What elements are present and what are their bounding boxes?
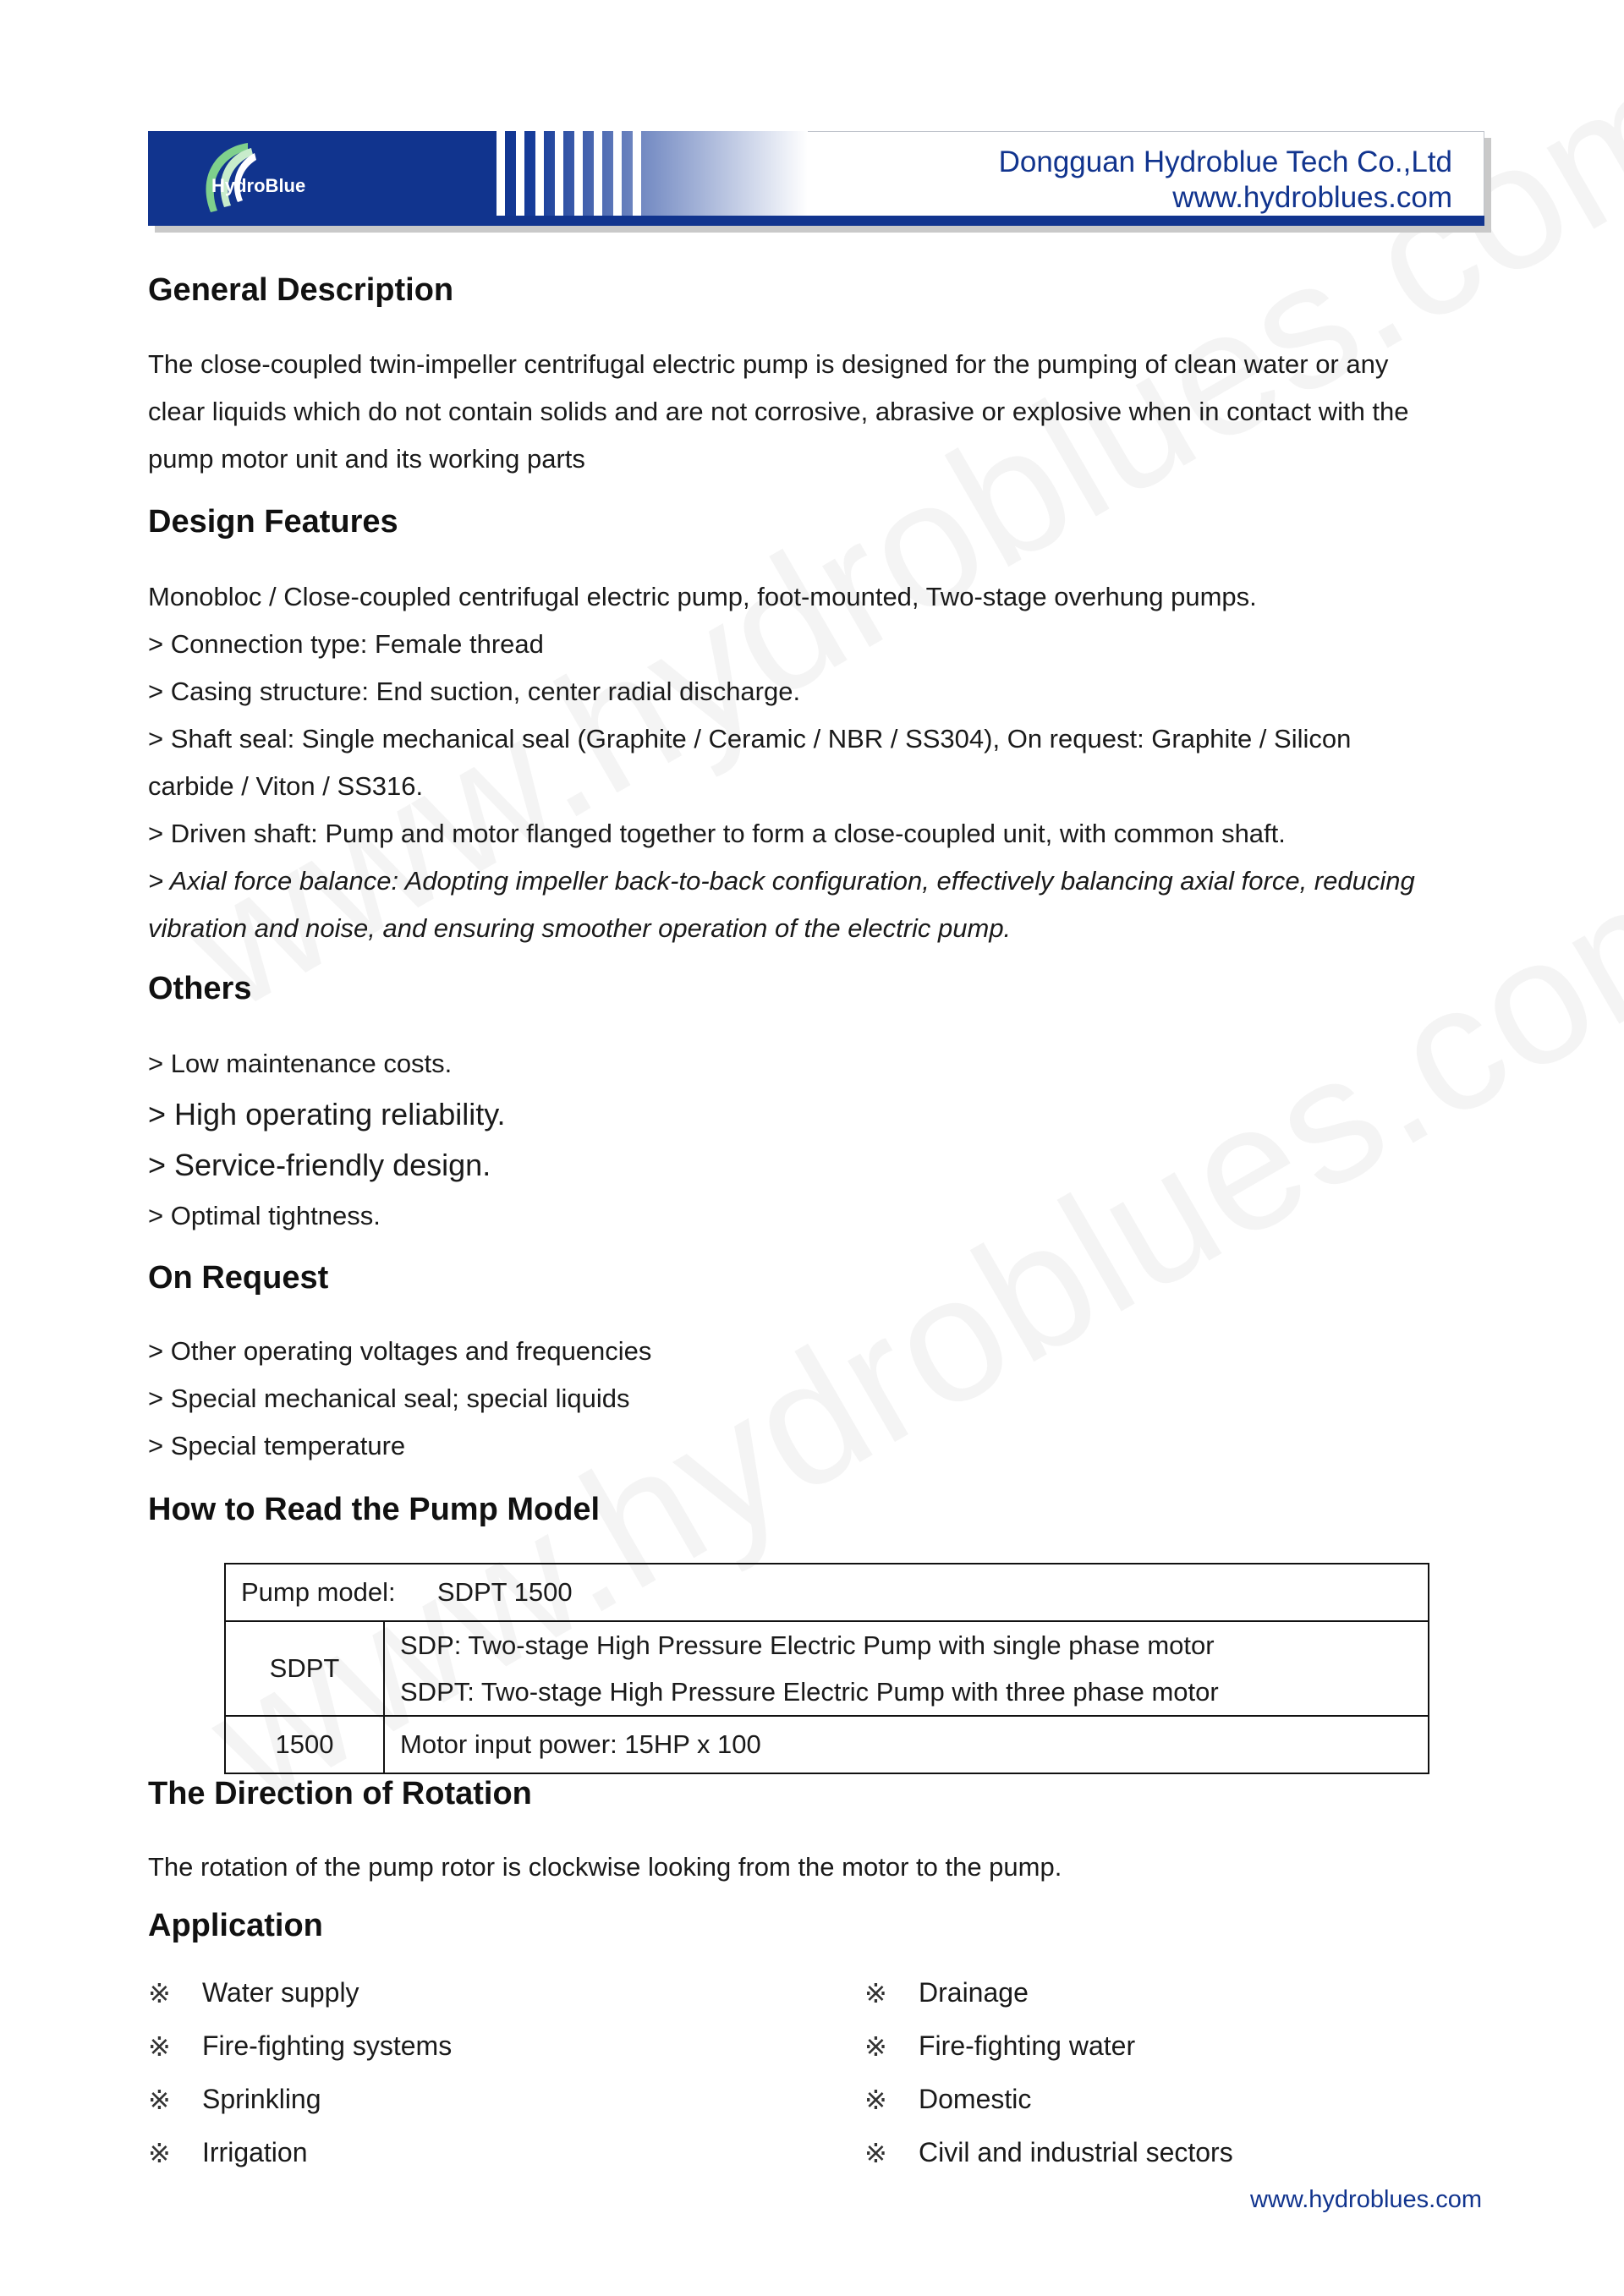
table-row [225, 1564, 1429, 1621]
list-item: ※ Fire-fighting systems [148, 2030, 453, 2062]
application-list-left [148, 1977, 452, 2190]
model-desc-cell: Motor input power: 15HP x 100 [384, 1716, 1429, 1773]
design-features-title: Design Features [148, 504, 398, 540]
model-desc-cell: SDP: Two-stage High Pressure Electric Pump with single phase motor SDPT: Two-stage High Pressure Electric Pump with three phase motor [384, 1621, 1429, 1716]
company-block [999, 145, 1452, 216]
banner-stripes [497, 131, 652, 216]
table-row [225, 1621, 1429, 1716]
list-item: ※ Fire-fighting water [864, 2030, 1136, 2062]
logo-text: HydroBlue [211, 175, 306, 196]
list-item: ※ Domestic [864, 2084, 1032, 2115]
rotation-text: The rotation of the pump rotor is clockwise looking from the motor to the pump. [148, 1852, 1062, 1882]
footer-website[interactable]: www.hydroblues.com [1250, 2186, 1482, 2213]
rotation-title: The Direction of Rotation [148, 1776, 532, 1811]
model-code-cell: SDPT [225, 1621, 384, 1716]
model-header-label: Pump model: [241, 1577, 396, 1607]
list-item: ※ Irrigation [148, 2137, 308, 2168]
others-title: Others [148, 971, 252, 1006]
on-request-list: > Other operating voltages and frequencies > Special mechanical seal; special liquids > Special temperature [148, 1336, 652, 1460]
on-request-title: On Request [148, 1260, 329, 1296]
company-name: Dongguan Hydroblue Tech Co.,Ltd [998, 145, 1452, 178]
list-item: ※ Civil and industrial sectors [864, 2137, 1233, 2168]
pump-model-title: How to Read the Pump Model [148, 1492, 601, 1527]
list-item: ※ Drainage [864, 1977, 1029, 2008]
others-list: > Low maintenance costs. > High operating reliability. > Service-friendly design. > Optimal tightness. [148, 1049, 506, 1230]
pump-model-table [224, 1563, 1429, 1774]
model-header-value: SDPT 1500 [436, 1577, 573, 1607]
list-item: ※ Water supply [148, 1977, 359, 2008]
table-row [225, 1716, 1429, 1773]
general-description-title: General Description [148, 272, 454, 308]
header-banner [148, 131, 1484, 231]
list-item: ※ Sprinkling [148, 2084, 321, 2115]
model-code-cell: 1500 [225, 1716, 384, 1773]
general-description-text: The close-coupled twin-impeller centrifugal electric pump is designed for the pumping of clean water or any clear liquids which do not contain solids and are not corrosive, abrasive or explosive when in contact with the pump motor unit and its working parts [148, 349, 1409, 474]
application-list-right [864, 1977, 1233, 2190]
banner-bottom-bar [148, 216, 1484, 226]
application-title: Application [148, 1908, 323, 1943]
company-website: www.hydroblues.com [1172, 181, 1452, 214]
model-header-cell [225, 1564, 1429, 1621]
design-features-list: Monobloc / Close-coupled centrifugal electric pump, foot-mounted, Two-stage overhung pumps. > Connection type: Female thread > Casing structure: End suction, center radial discharge. > Shaft seal: Single mechanical seal (Graphite / Ceramic / NBR / SS304), On request: Graphite / Silicon carbide / Viton / SS316. > Driven shaft: Pump and motor flanged together to form a close-coupled unit, with common shaft. > Axial force balance: Adopting impeller back-to-back configuration, effectively balancing axial force, reducing vibration and noise, and ensuring smoother operation of the electric pump. [148, 582, 1415, 943]
